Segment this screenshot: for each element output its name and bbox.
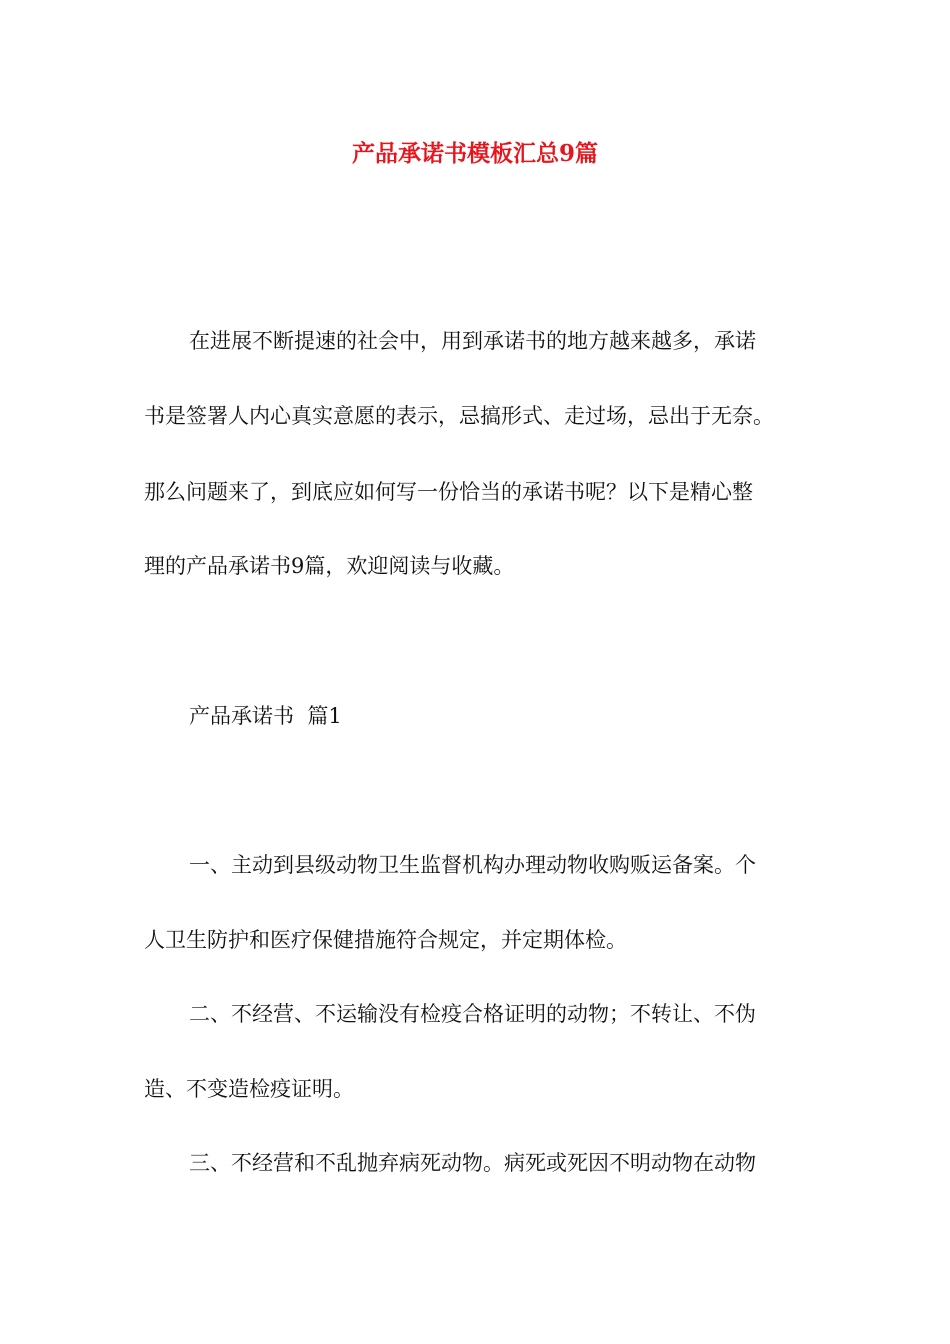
intro-line-1: 在进展不断提速的社会中，用到承诺书的地方越来越多，承诺 bbox=[189, 329, 756, 353]
section-heading: 产品承诺书 篇1 bbox=[189, 704, 342, 728]
item-1-line-2: 人卫生防护和医疗保健措施符合规定，并定期体检。 bbox=[144, 928, 627, 952]
intro-line-3: 那么问题来了，到底应如何写一份恰当的承诺书呢？以下是精心整 bbox=[144, 480, 753, 504]
intro-line-4: 理的产品承诺书9篇，欢迎阅读与收藏。 bbox=[144, 554, 515, 578]
item-2-line-1: 二、不经营、不运输没有检疫合格证明的动物；不转让、不伪 bbox=[189, 1002, 756, 1026]
item-3-line-1: 三、不经营和不乱抛弃病死动物。病死或死因不明动物在动物 bbox=[189, 1151, 756, 1175]
item-1-line-1: 一、主动到县级动物卫生监督机构办理动物收购贩运备案。个 bbox=[189, 853, 756, 877]
item-2-line-2: 造、不变造检疫证明。 bbox=[144, 1077, 354, 1101]
page-title: 产品承诺书模板汇总9篇 bbox=[351, 140, 598, 167]
intro-line-2: 书是签署人内心真实意愿的表示，忌搞形式、走过场，忌出于无奈。 bbox=[144, 404, 774, 428]
